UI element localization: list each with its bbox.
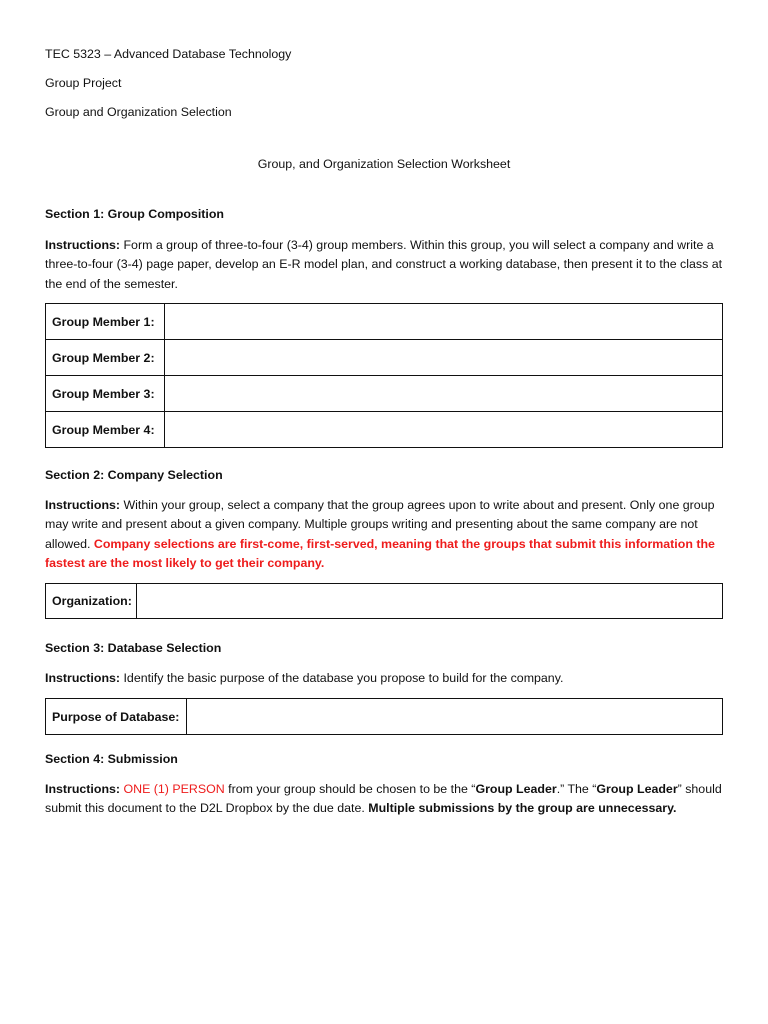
topic-title: Group and Organization Selection bbox=[45, 105, 232, 119]
section2-instructions-label: Instructions: bbox=[45, 498, 121, 512]
section1-heading: Section 1: Group Composition bbox=[45, 207, 224, 221]
group-member-4-field[interactable] bbox=[165, 412, 723, 448]
section4-group-leader-2: Group Leader bbox=[596, 782, 678, 796]
group-member-2-label: Group Member 2: bbox=[46, 340, 165, 376]
section4-instructions bbox=[45, 780, 725, 819]
table-row bbox=[46, 376, 723, 412]
project-title: Group Project bbox=[45, 76, 122, 90]
worksheet-title: Group, and Organization Selection Worksheet bbox=[257, 157, 511, 171]
section1-instructions bbox=[45, 236, 725, 294]
group-member-3-label: Group Member 3: bbox=[46, 376, 165, 412]
course-title: TEC 5323 – Advanced Database Technology bbox=[45, 47, 292, 61]
section2-warning: Company selections are first-come, first-served, meaning that the groups that submit this information the fastest are the most likely to get their company. bbox=[45, 536, 715, 570]
section2-heading: Section 2: Company Selection bbox=[45, 468, 223, 482]
section4-one-person: ONE (1) PERSON bbox=[123, 782, 225, 796]
group-member-2-field[interactable] bbox=[165, 340, 723, 376]
table-row bbox=[46, 412, 723, 448]
section4-text1: from your group should be chosen to be the “ bbox=[224, 782, 476, 796]
table-row bbox=[46, 584, 723, 619]
section3-instructions-label: Instructions: bbox=[45, 671, 121, 685]
section2-instructions-text: Within your group, select a company that the group agrees upon to write about and present. Only one group may write and present about a given company. Multiple groups writing and presenting about the same company are not allowed. bbox=[45, 498, 715, 551]
group-member-1-field[interactable] bbox=[165, 304, 723, 340]
section4-text3: ” should submit this document to the D2L Dropbox by the due date. bbox=[45, 782, 722, 816]
section3-instructions-text: Identify the basic purpose of the database you propose to build for the company. bbox=[120, 671, 564, 685]
section2-instructions bbox=[45, 496, 725, 573]
organization-table bbox=[45, 583, 723, 619]
section4-heading: Section 4: Submission bbox=[45, 752, 178, 766]
section1-instructions-text: Form a group of three-to-four (3-4) group members. Within this group, you will select a company and write a three-to-four (3-4) page paper, develop an E-R model plan, and construct a working database, then present it to the class at the end of the semester. bbox=[45, 238, 723, 291]
database-purpose-table bbox=[45, 698, 723, 735]
section4-group-leader-1: Group Leader bbox=[475, 782, 557, 796]
section4-instructions-label: Instructions: bbox=[45, 782, 121, 796]
section3-heading: Section 3: Database Selection bbox=[45, 641, 222, 655]
organization-field[interactable] bbox=[137, 584, 723, 619]
purpose-field[interactable] bbox=[187, 699, 723, 735]
table-row bbox=[46, 699, 723, 735]
group-member-1-label: Group Member 1: bbox=[46, 304, 165, 340]
table-row bbox=[46, 340, 723, 376]
group-member-3-field[interactable] bbox=[165, 376, 723, 412]
group-members-table bbox=[45, 303, 723, 448]
section3-instructions bbox=[45, 669, 725, 688]
table-row bbox=[46, 304, 723, 340]
section4-closing-note: Multiple submissions by the group are unnecessary. bbox=[368, 801, 677, 816]
organization-label: Organization: bbox=[46, 584, 137, 619]
section1-instructions-label: Instructions: bbox=[45, 238, 121, 252]
group-member-4-label: Group Member 4: bbox=[46, 412, 165, 448]
section4-text2: .” The “ bbox=[556, 782, 597, 796]
purpose-label: Purpose of Database: bbox=[46, 699, 187, 735]
